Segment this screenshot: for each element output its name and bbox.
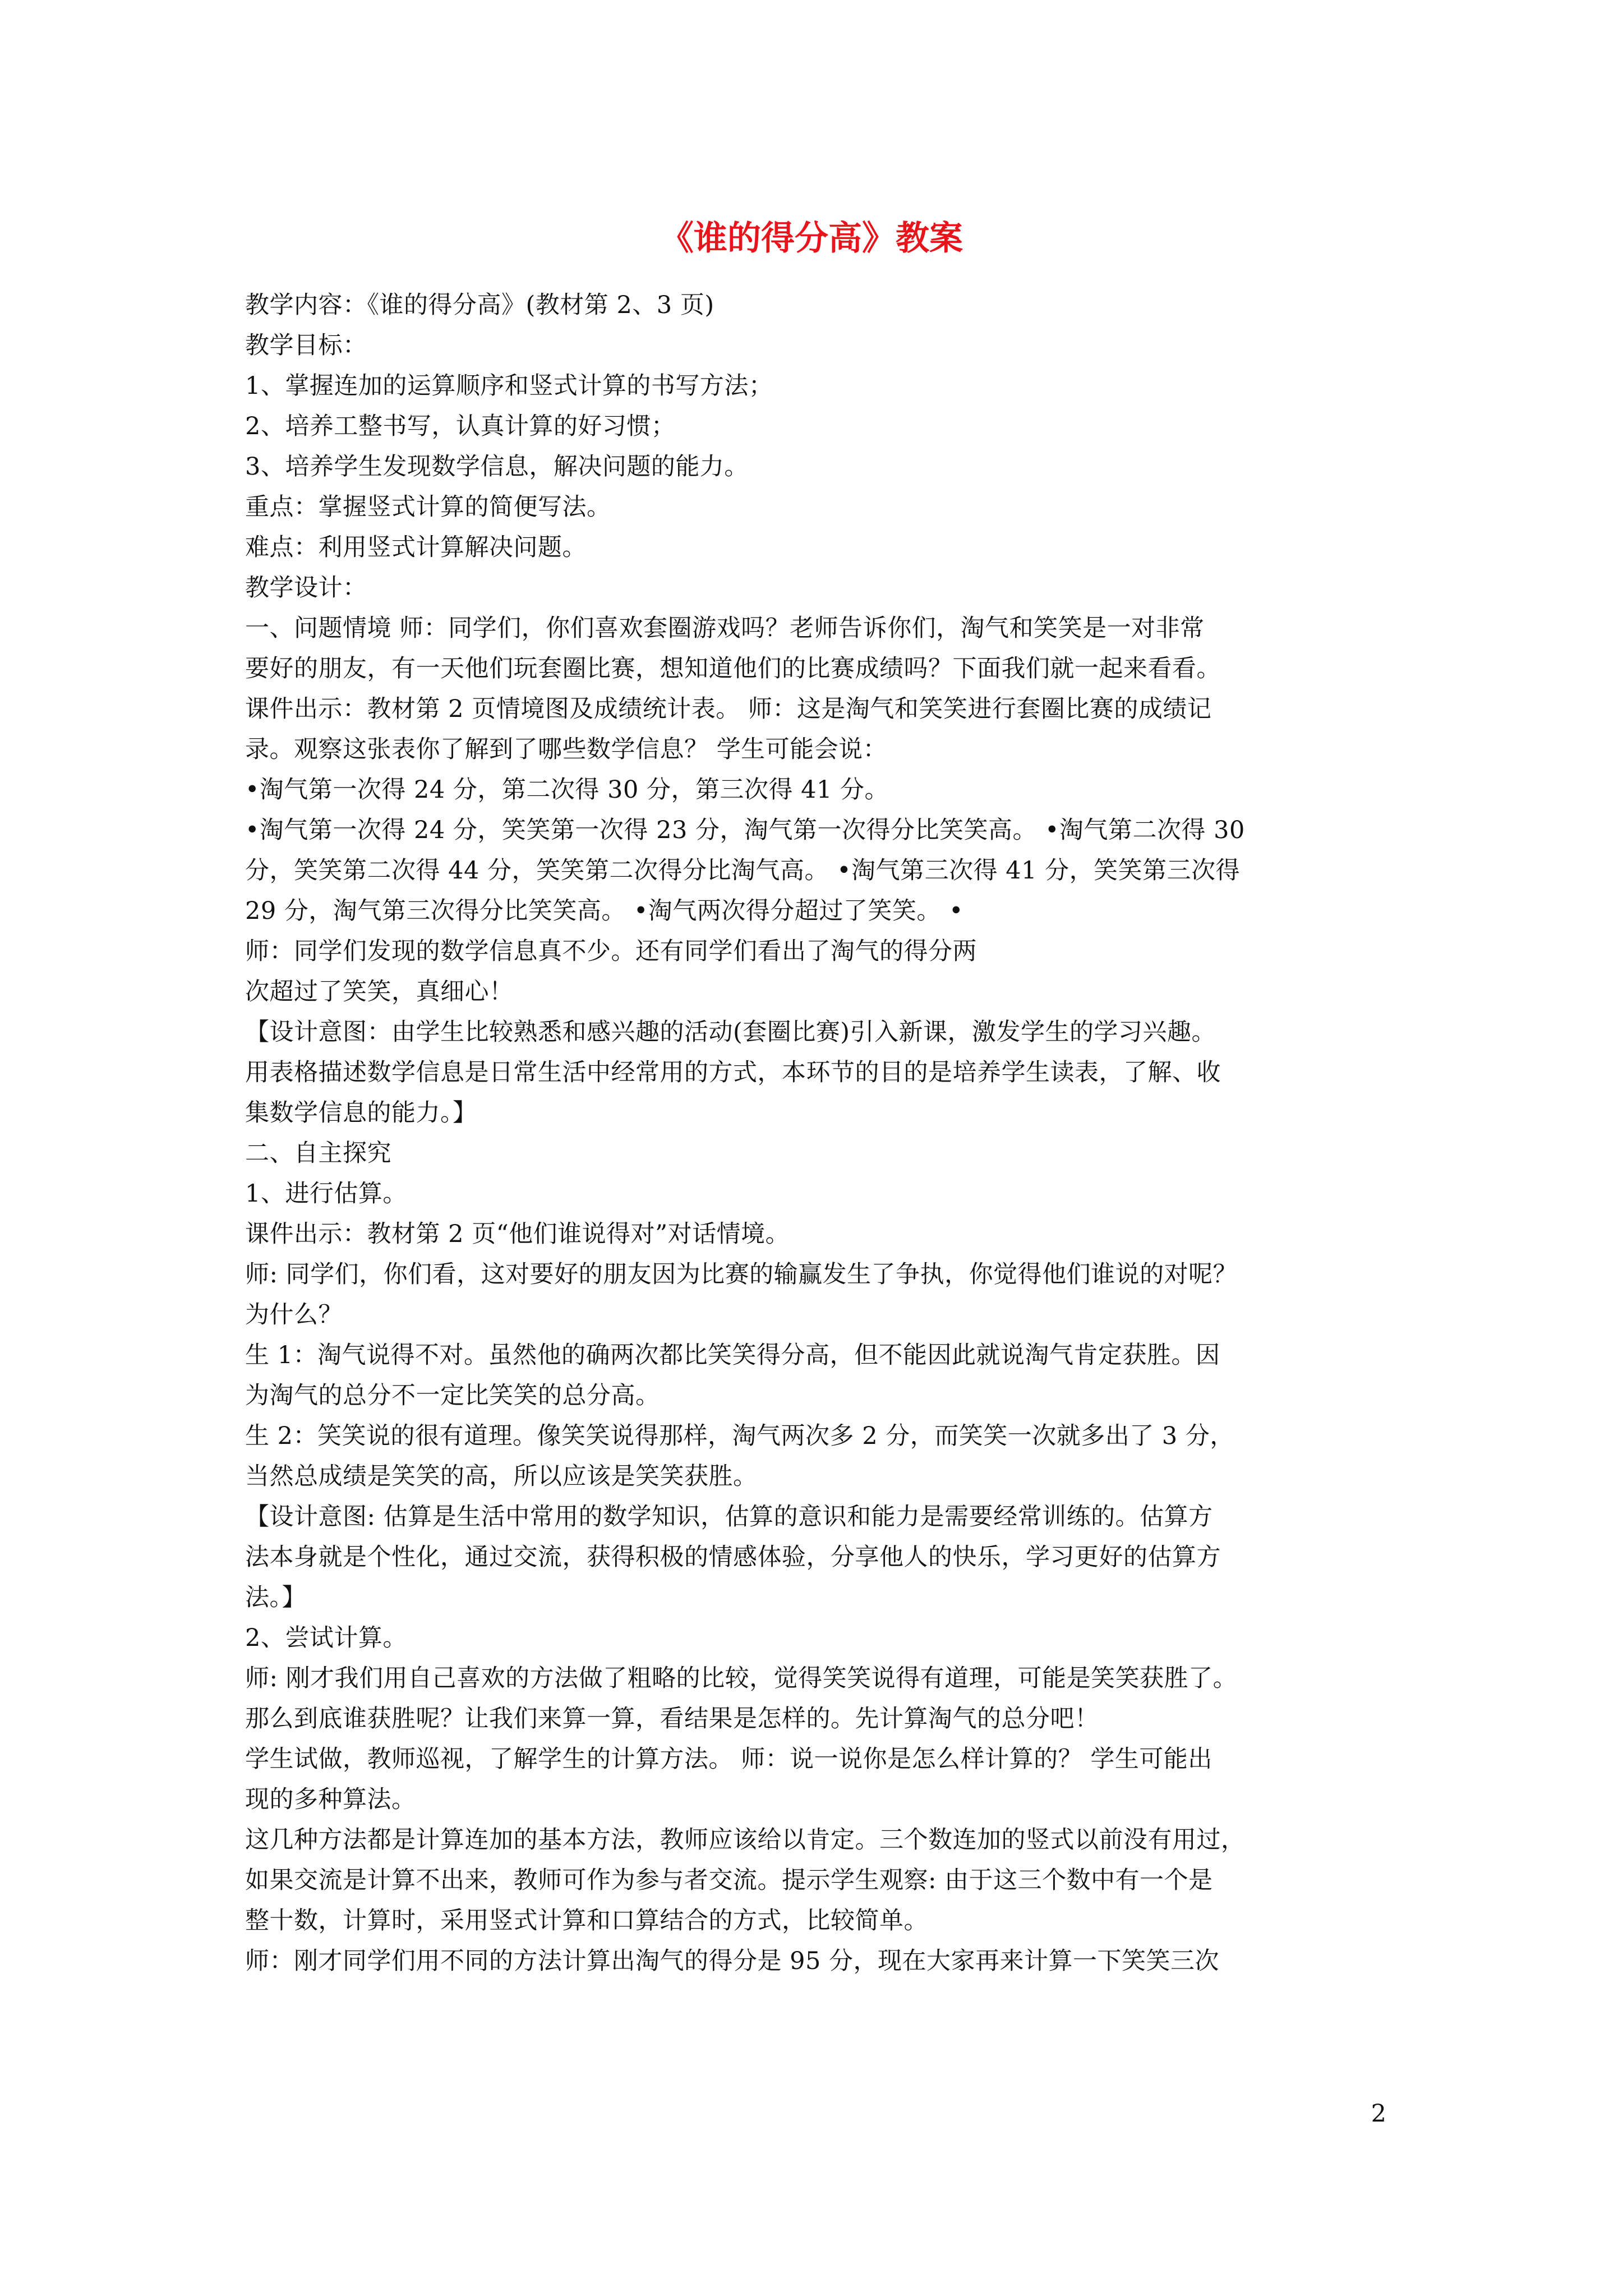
- content-line: 生 1：淘气说得不对。虽然他的确两次都比笑笑得分高，但不能因此就说淘气肯定获胜。因: [245, 1341, 1220, 1369]
- content-line: 录。观察这张表你了解到了哪些数学信息？ 学生可能会说：: [245, 735, 888, 763]
- content-line: 2、培养工整书写，认真计算的好习惯；: [245, 412, 676, 440]
- content-line: 集数学信息的能力。】: [245, 1099, 477, 1127]
- content-line: 师: 同学们，你们看，这对要好的朋友因为比赛的输赢发生了争执，你觉得他们谁说的对呢？: [245, 1260, 1238, 1289]
- document-body: [245, 285, 1378, 1981]
- content-line: •淘气第一次得 24 分，笑笑第一次得 23 分，淘气第一次得分比笑笑高。 •淘气第二次得 30: [245, 816, 1245, 844]
- content-line: 生 2：笑笑说的很有道理。像笑笑说得那样，淘气两次多 2 分，而笑笑一次就多出了 3 分，: [245, 1422, 1234, 1450]
- content-line: 为淘气的总分不一定比笑笑的总分高。: [245, 1382, 660, 1410]
- content-line: 学生试做，教师巡视，了解学生的计算方法。 师：说一说你是怎么样计算的？ 学生可能出: [245, 1745, 1212, 1773]
- content-line: 如果交流是计算不出来，教师可作为参与者交流。提示学生观察: 由于这三个数中有一个是: [245, 1866, 1213, 1894]
- content-line: 为什么？: [245, 1301, 343, 1329]
- content-line: 1、掌握连加的运算顺序和竖式计算的书写方法；: [245, 372, 773, 400]
- content-line: 课件出示：教材第 2 页“他们谁说得对”对话情境。: [245, 1220, 790, 1248]
- content-line: 【设计意图: 估算是生活中常用的数学知识，估算的意识和能力是需要经常训练的。估算方: [245, 1503, 1213, 1531]
- content-line: 师：刚才同学们用不同的方法计算出淘气的得分是 95 分，现在大家再来计算一下笑笑三次: [245, 1947, 1220, 1975]
- content-line: 课件出示：教材第 2 页情境图及成绩统计表。 师：这是淘气和笑笑进行套圈比赛的成绩记: [245, 695, 1212, 723]
- content-line: 重点：掌握竖式计算的简便写法。: [245, 493, 611, 521]
- content-line: 要好的朋友，有一天他们玩套圈比赛，想知道他们的比赛成绩吗？下面我们就一起来看看。: [245, 655, 1221, 683]
- content-line: 师：同学们发现的数学信息真不少。还有同学们看出了淘气的得分两: [245, 937, 977, 965]
- content-line: 教学设计：: [245, 574, 367, 602]
- content-line: 一、问题情境 师：同学们，你们喜欢套圈游戏吗？老师告诉你们，淘气和笑笑是一对非常: [245, 614, 1205, 642]
- content-line: 难点：利用竖式计算解决问题。: [245, 533, 587, 562]
- content-line: 29 分，淘气第三次得分比笑笑高。 •淘气两次得分超过了笑笑。 •: [245, 897, 963, 925]
- content-line: 1、进行估算。: [245, 1180, 407, 1208]
- content-line: •淘气第一次得 24 分，第二次得 30 分，第三次得 41 分。: [245, 776, 889, 804]
- content-line: 2、尝试计算。: [245, 1624, 407, 1652]
- content-line: 分，笑笑第二次得 44 分，笑笑第二次得分比淘气高。 •淘气第三次得 41 分，笑笑第三次得: [245, 857, 1241, 885]
- content-line: 次超过了笑笑，真细心！: [245, 978, 514, 1006]
- content-line: 这几种方法都是计算连加的基本方法，教师应该给以肯定。三个数连加的竖式以前没有用过，: [245, 1826, 1246, 1854]
- content-line: 法。】: [245, 1584, 306, 1612]
- content-line: 法本身就是个性化，通过交流，获得积极的情感体验，分享他人的快乐，学习更好的估算方: [245, 1543, 1221, 1571]
- content-line: 【设计意图：由学生比较熟悉和感兴趣的活动(套圈比赛)引入新课，激发学生的学习兴趣。: [245, 1018, 1216, 1046]
- content-line: 师: 刚才我们用自己喜欢的方法做了粗略的比较，觉得笑笑说得有道理，可能是笑笑获胜了。: [245, 1664, 1238, 1692]
- document-title: 《谁的得分高》教案: [660, 219, 963, 258]
- content-line: 现的多种算法。: [245, 1786, 416, 1814]
- content-line: 那么到底谁获胜呢？让我们来算一算，看结果是怎样的。先计算淘气的总分吧！: [245, 1705, 1099, 1733]
- content-line: 整十数，计算时，采用竖式计算和口算结合的方式，比较简单。: [245, 1907, 928, 1935]
- content-line: 教学内容：《谁的得分高》(教材第 2、3 页): [245, 291, 714, 319]
- content-line: 教学目标：: [245, 332, 367, 360]
- page-number: 2: [1371, 2100, 1386, 2128]
- content-line: 3、培养学生发现数学信息，解决问题的能力。: [245, 453, 749, 481]
- content-line: 二、自主探究: [245, 1139, 391, 1167]
- content-line: 当然总成绩是笑笑的高，所以应该是笑笑获胜。: [245, 1462, 758, 1490]
- content-line: 用表格描述数学信息是日常生活中经常用的方式，本环节的目的是培养学生读表，了解、收: [245, 1059, 1221, 1087]
